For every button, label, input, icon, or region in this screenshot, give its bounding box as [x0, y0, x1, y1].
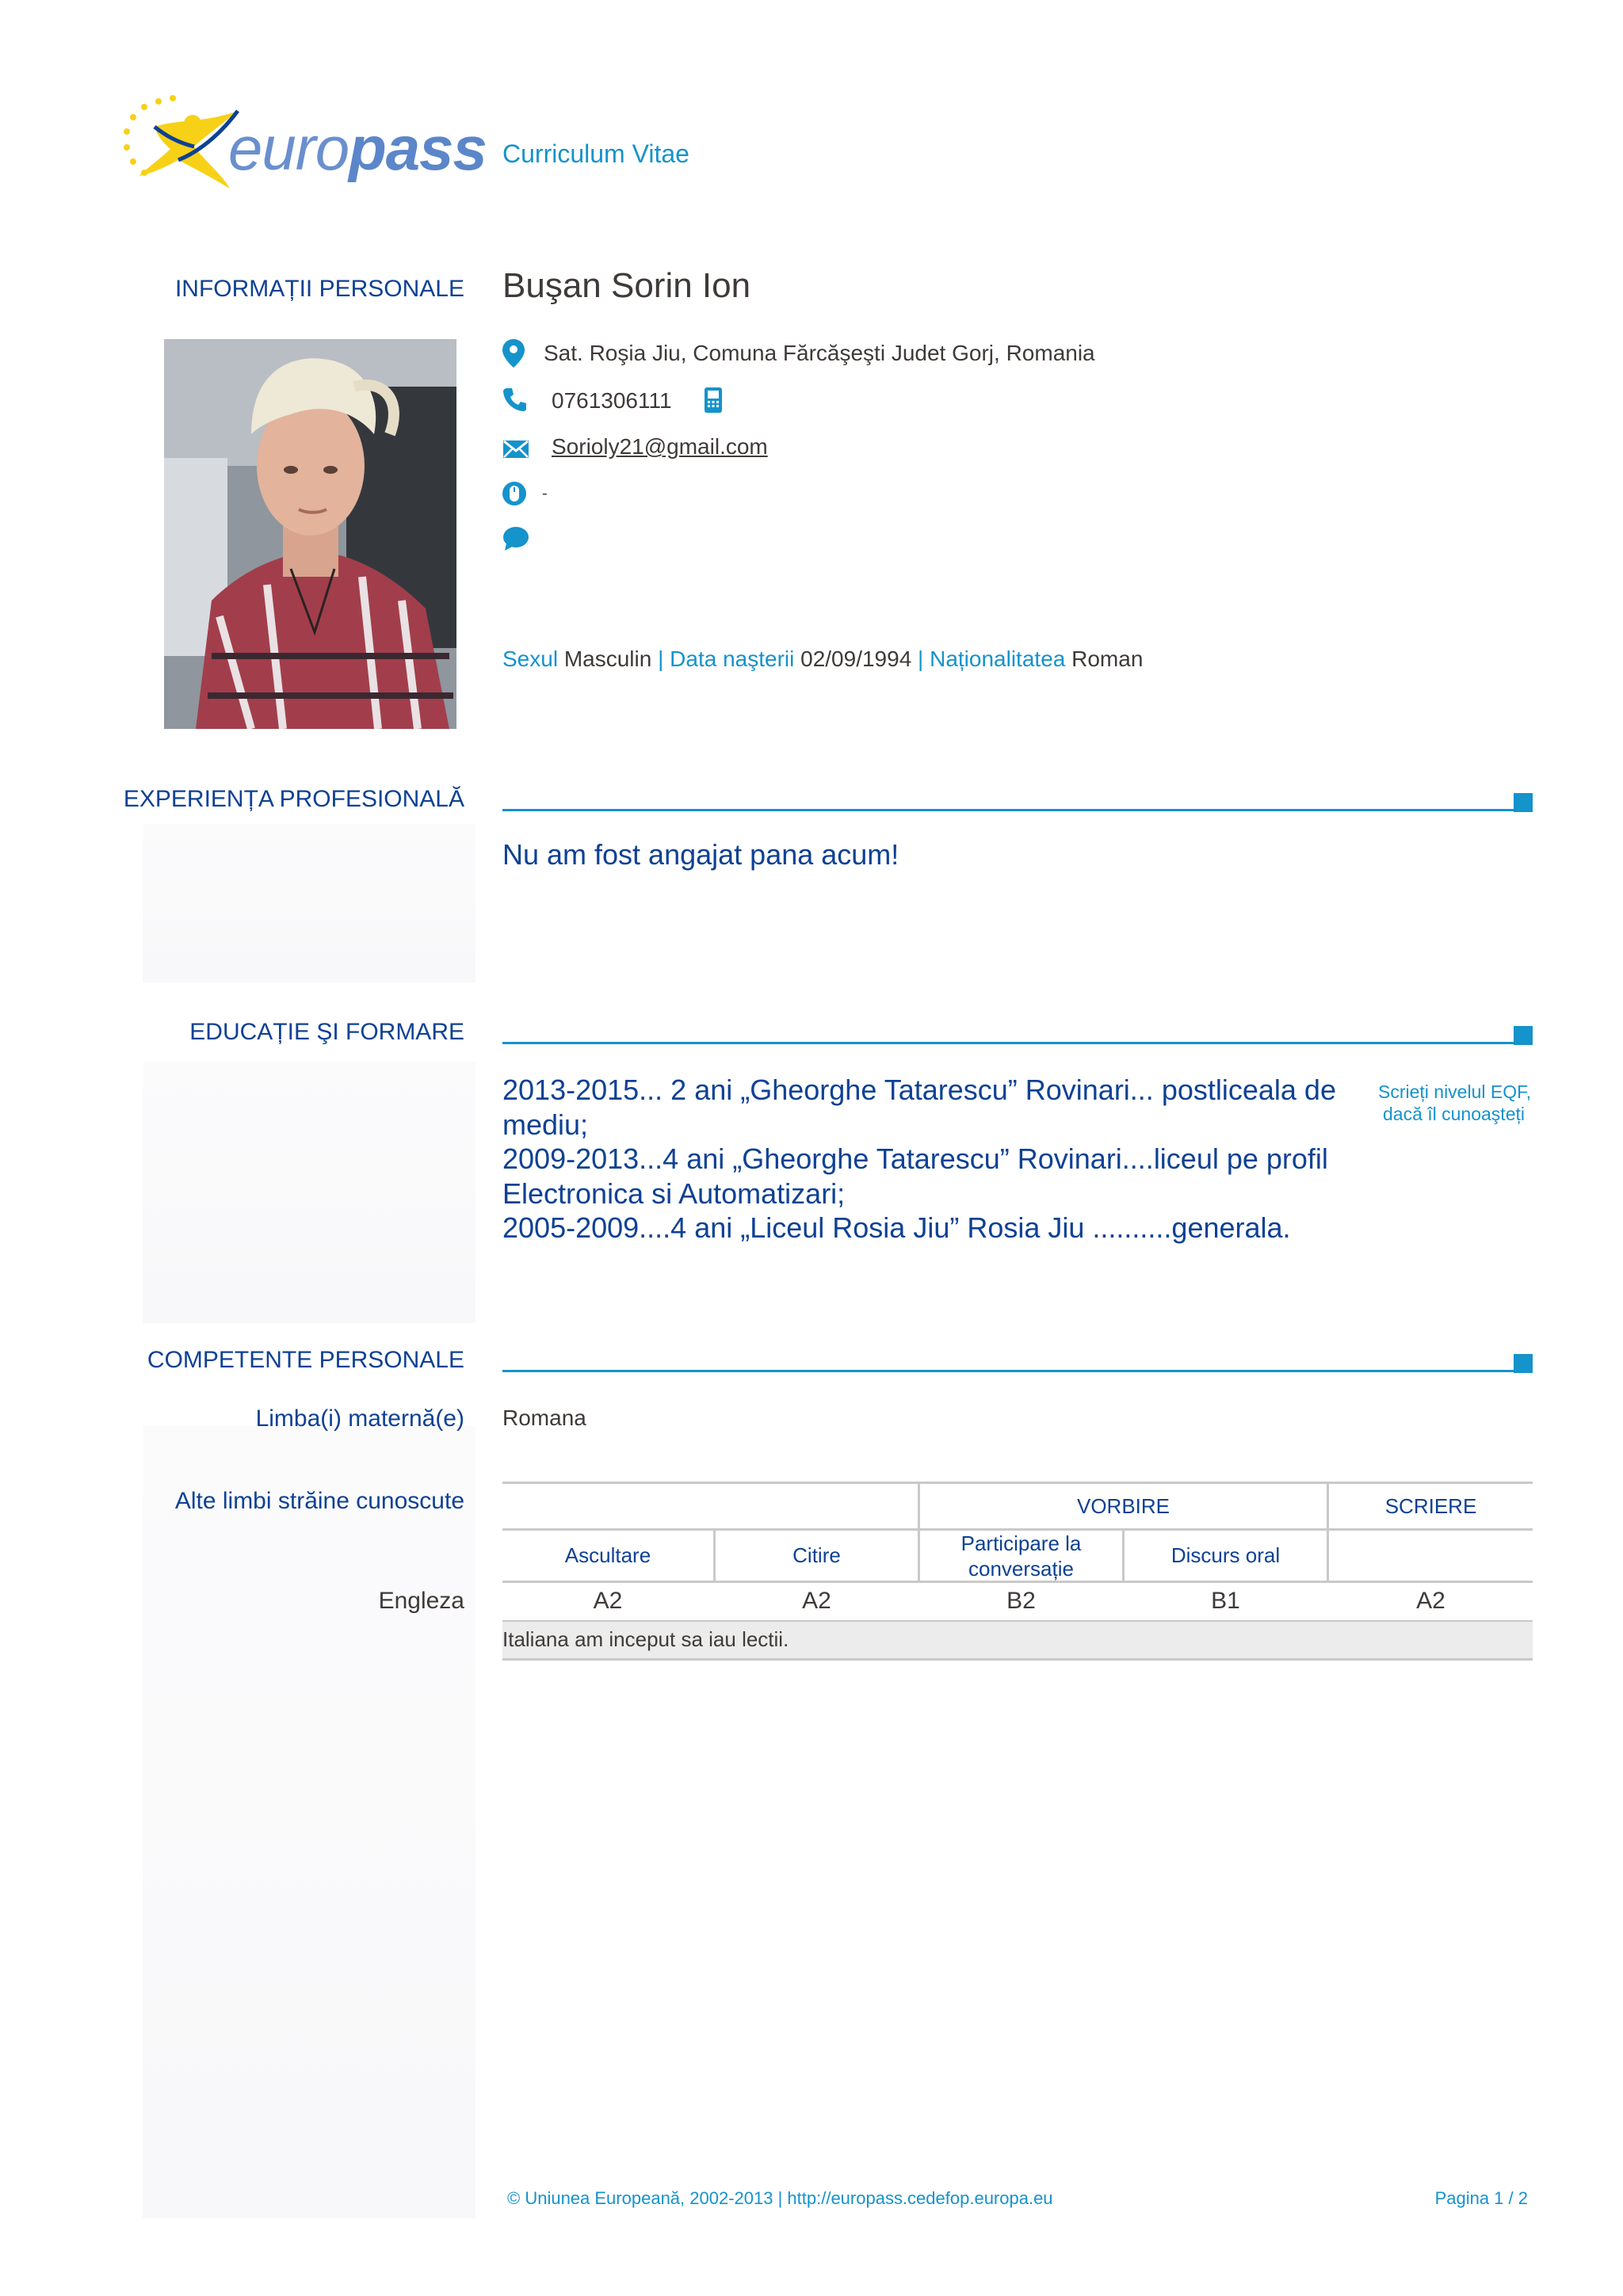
europass-logo — [111, 87, 487, 198]
education-line-1: 2013-2015... 2 ani „Gheorghe Tatarescu” Rovinari... postliceala de — [502, 1074, 1336, 1106]
table-cell-ascultare: A2 — [593, 1588, 623, 1614]
logo-wordmark-euro: euro — [228, 113, 349, 183]
separator-2: | — [918, 646, 924, 671]
table-col-participare-line-1: Participare la — [960, 1531, 1082, 1555]
education-line-2: mediu; — [502, 1108, 589, 1141]
table-col-participare — [920, 1531, 1122, 1581]
section-label-personal: INFORMAȚII PERSONALE — [174, 276, 464, 302]
side-band-skills — [143, 1426, 475, 2218]
phone-icon — [502, 387, 528, 412]
section-label-experience: EXPERIENȚA PROFESIONALĂ — [123, 786, 464, 812]
doc-title: Curriculum Vitae — [502, 139, 689, 168]
table-col-ascultare: Ascultare — [564, 1543, 651, 1567]
phone-text: 0761306111 — [552, 388, 672, 413]
education-text — [502, 1073, 1358, 1245]
mother-tongue-label: Limba(i) maternă(e) — [255, 1405, 464, 1432]
table-cell-citire: A2 — [802, 1588, 831, 1614]
section-rule-skills — [502, 1370, 1514, 1372]
section-rule-square-skills — [1514, 1354, 1533, 1373]
separator-1: | — [658, 646, 664, 671]
table-note: Italiana am inceput sa iau lectii. — [502, 1627, 789, 1651]
europass-star-figure-icon — [111, 87, 246, 198]
eqf-note-line-1: Scrieți nivelul EQF, — [1377, 1081, 1531, 1102]
sex-label: Sexul — [502, 646, 559, 671]
chat-bubble-icon — [502, 526, 529, 551]
mother-tongue-value: Romana — [502, 1405, 586, 1430]
footer-copyright: © Uniunea Europeană, 2002-2013 | http://europass.cedefop.europa.eu — [507, 2188, 1053, 2208]
education-line-4: Electronica si Automatizari; — [502, 1177, 846, 1210]
address-text: Sat. Roşia Jiu, Comuna Fărcăşeşti Judet Gorj, Romania — [544, 341, 1095, 365]
eqf-note-line-2: dacă îl cunoaşteți — [1382, 1104, 1525, 1124]
table-cell-participare: B2 — [1006, 1588, 1036, 1614]
table-col-discurs: Discurs oral — [1170, 1543, 1281, 1567]
personal-details-line — [502, 646, 1143, 672]
email-link[interactable]: Sorioly21@gmail.com — [552, 434, 768, 459]
table-line-top — [502, 1482, 1533, 1484]
section-rule-education — [502, 1042, 1514, 1044]
table-row-language: Engleza — [378, 1588, 464, 1614]
table-line-note-bottom — [502, 1658, 1533, 1661]
table-col-participare-line-2: conversație — [968, 1557, 1074, 1581]
footer-page-number: Pagina 1 / 2 — [1434, 2188, 1528, 2208]
nationality-value: Roman — [1071, 646, 1144, 671]
website-mouse-icon — [502, 480, 526, 507]
birth-value: 02/09/1994 — [800, 646, 912, 671]
section-label-education: EDUCAȚIE ŞI FORMARE — [189, 1019, 464, 1045]
birth-label: Data naşterii — [670, 646, 795, 671]
nationality-label: Naționalitatea — [930, 646, 1066, 671]
section-rule-experience — [502, 809, 1514, 811]
location-pin-icon — [502, 339, 525, 368]
experience-text: Nu am fost angajat pana acum! — [502, 838, 899, 871]
logo-wordmark — [228, 113, 487, 185]
sex-value: Masculin — [563, 646, 652, 671]
person-name: Buşan Sorin Ion — [502, 266, 751, 305]
section-rule-square-experience — [1514, 793, 1533, 812]
table-col-citire: Citire — [792, 1543, 841, 1567]
profile-photo — [164, 339, 456, 729]
side-band-experience — [143, 824, 475, 982]
logo-wordmark-pass: pass — [349, 113, 487, 183]
education-line-5: 2005-2009....4 ani „Liceul Rosia Jiu” Rosia Jiu ..........generala. — [502, 1211, 1291, 1244]
section-label-skills: COMPETENTE PERSONALE — [147, 1347, 464, 1373]
other-languages-label: Alte limbi străine cunoscute — [174, 1488, 464, 1514]
table-cell-scriere: A2 — [1416, 1588, 1445, 1614]
email-icon — [502, 440, 529, 459]
mobile-phone-icon — [704, 387, 723, 414]
table-group-vorbire: VORBIRE — [1076, 1494, 1170, 1518]
education-line-3: 2009-2013...4 ani „Gheorghe Tatarescu” Rovinari....liceul pe profil — [502, 1142, 1328, 1175]
section-rule-square-education — [1514, 1026, 1533, 1045]
eqf-note — [1347, 1081, 1531, 1125]
table-group-scriere: SCRIERE — [1384, 1494, 1477, 1518]
side-band-education — [143, 1062, 475, 1323]
table-cell-discurs: B1 — [1211, 1588, 1240, 1614]
website-text[interactable]: - — [542, 485, 548, 502]
